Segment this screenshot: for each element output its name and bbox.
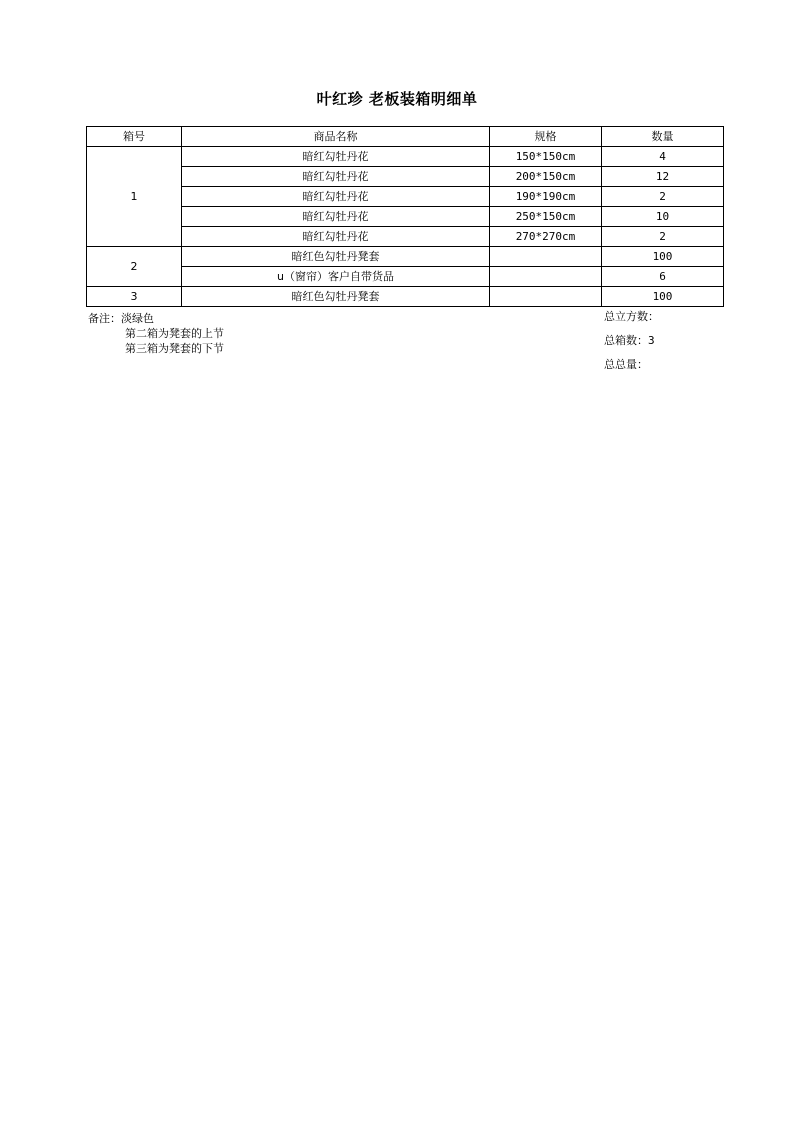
total-boxes-value: 3 — [648, 334, 655, 347]
table-row — [87, 227, 724, 247]
total-weight-label: 总总量： — [604, 358, 648, 371]
product-name-cell: 暗红勾牡丹花 — [182, 207, 490, 227]
product-name-cell: 暗红勾牡丹花 — [182, 167, 490, 187]
remarks-first-line — [88, 311, 224, 326]
header-quantity: 数量 — [602, 127, 724, 147]
remarks-label: 备注： — [88, 312, 121, 325]
total-boxes-label: 总箱数： — [604, 334, 648, 347]
table-row — [87, 287, 724, 307]
table-row — [87, 167, 724, 187]
quantity-cell: 100 — [602, 287, 724, 307]
quantity-cell: 10 — [602, 207, 724, 227]
total-volume-row — [604, 309, 659, 333]
spec-cell: 270*270cm — [490, 227, 602, 247]
table-row — [87, 187, 724, 207]
quantity-cell: 100 — [602, 247, 724, 267]
box-no-cell: 1 — [87, 147, 182, 247]
total-volume-label: 总立方数： — [604, 310, 659, 323]
quantity-cell: 6 — [602, 267, 724, 287]
box-no-cell: 2 — [87, 247, 182, 287]
page-title: 叶红珍 老板装箱明细单 — [316, 90, 478, 108]
header-box-no: 箱号 — [87, 127, 182, 147]
summary-section — [604, 309, 659, 381]
spec-cell — [490, 287, 602, 307]
remarks-section — [88, 311, 224, 356]
table-row — [87, 247, 724, 267]
product-name-cell: 暗红勾牡丹花 — [182, 227, 490, 247]
quantity-cell: 12 — [602, 167, 724, 187]
table-row — [87, 267, 724, 287]
spec-cell: 190*190cm — [490, 187, 602, 207]
total-weight-row — [604, 357, 659, 381]
packing-list-table — [86, 126, 724, 307]
quantity-cell: 4 — [602, 147, 724, 167]
remarks-line: 第二箱为凳套的上节 — [125, 327, 224, 340]
remarks-line: 第三箱为凳套的下节 — [125, 342, 224, 355]
spec-cell — [490, 247, 602, 267]
header-spec: 规格 — [490, 127, 602, 147]
spec-cell: 150*150cm — [490, 147, 602, 167]
spec-cell — [490, 267, 602, 287]
product-name-cell: 暗红勾牡丹花 — [182, 187, 490, 207]
product-name-cell: 暗红勾牡丹花 — [182, 147, 490, 167]
spec-cell: 200*150cm — [490, 167, 602, 187]
remarks-line: 淡绿色 — [121, 312, 154, 325]
table-row — [87, 207, 724, 227]
table-header-row — [87, 127, 724, 147]
box-no-cell: 3 — [87, 287, 182, 307]
product-name-cell: 暗红色勾牡丹凳套 — [182, 287, 490, 307]
quantity-cell: 2 — [602, 187, 724, 207]
total-boxes-row — [604, 333, 659, 357]
product-name-cell: u（窗帘）客户自带货品 — [182, 267, 490, 287]
table-row — [87, 147, 724, 167]
spec-cell: 250*150cm — [490, 207, 602, 227]
header-product-name: 商品名称 — [182, 127, 490, 147]
quantity-cell: 2 — [602, 227, 724, 247]
product-name-cell: 暗红色勾牡丹凳套 — [182, 247, 490, 267]
